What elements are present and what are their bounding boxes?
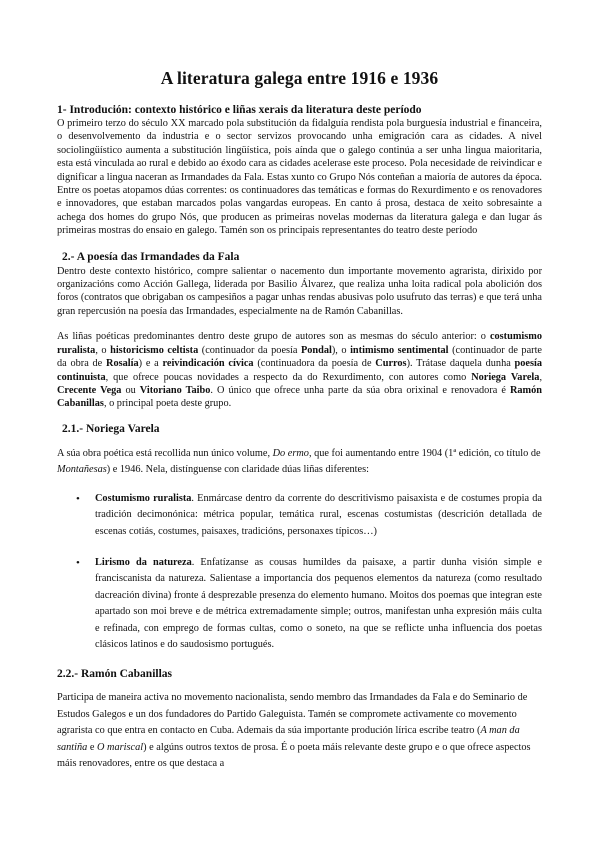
text-run: ) e algúns outros textos de prosa. É o poeta máis relevante deste grupo e o que ofrece aspectos máis renovadores, entre os que destaca a — [57, 741, 531, 769]
text-run: Participa de maneira activa no movemento nacionalista, sendo membro das Irmandades da Fala e do Seminario de Estudos Galegos e un dos fundadores do Partido Galeguista. Tamén se compromete activamente co movemento agrarista co que entra en contacto en Cuba. Ademais da súa importante produción lírica escribe teatro ( — [57, 692, 528, 737]
bullet-text: . Enmárcase dentro da corrente do descritivismo paisaxista e de costumes propia da tradición decimonónica: métrica popular, temática rural, escenas costumistas (descrición detallada de escenas cotiás, costumes, paisaxes, tradicións, personaxes típicos…) — [95, 492, 542, 537]
text-run: ), o — [331, 344, 351, 356]
bold-text: Vitoriano Taibo — [139, 384, 211, 396]
bold-text: Pondal — [300, 344, 332, 356]
text-run: , o principal poeta deste grupo. — [103, 398, 232, 410]
paragraph-introducion: O primeiro terzo do século XX marcado pola substitución da fidalguía rendista pola burguesía industrial e financeira, o desenvolvemento da industria e o sector servizos provocando unha emigración cara as cidades. A nivel sociolingüístico aumenta a substitución lingüística, pois aínda que o galego continúa a ser unha lingua maioritaria, esta está vinculada ao rural e debido ao éxodo cara as cidades acelerase este proceso. Pola necesidade de reivindicar e dignificar a lingua naceran as Irmandades da Fala. Estas xunto co Grupo Nós conteñan a maioría de autores da época. Entre os poetas atopamos dúas correntes: os continuadores das temáticas e formas do Rexurdimento e os renovadores e innovadores, que estaban marcados polas vangardas europeas. En canto á prosa, destaca de xeito sobresainte a achega dos homes do grupo Nós, que producen as primeiras novelas modernas da literatura galega e dan lugar ás primeiras mostras do ensaio en galego. Tamén son os principais representantes do teatro deste período — [57, 118, 542, 237]
bold-text: poesía continuista — [57, 358, 543, 383]
paragraph-noriega-obra — [57, 446, 542, 479]
bold-text: intimismo sentimental — [350, 344, 449, 356]
section-heading-noriega-varela: 2.1.- Noriega Varela — [62, 422, 160, 435]
text-run: , que foi aumentando entre 1904 (1ª edición, co título de — [308, 447, 541, 459]
italic-title: Do ermo — [272, 447, 309, 459]
bold-text: Ramón Cabanillas — [57, 384, 542, 410]
bullet-list-noriega — [57, 491, 542, 654]
paragraph-contexto-agrarista: Dentro deste contexto histórico, compre salientar o nacemento dun importante movemento agrarista, dirixido por organizacións como Acción Gallega, liderada por Basilio Álvarez, que realiza unha loita radical pola abolición dos foros (contratos que obrigaban os campesiños a pagar unhas rendas abusivas polo usufruto das terras) e que terá unha gran repercusión na poesía das Irmandades, especialmente na de Ramón Cabanillas. — [57, 265, 542, 317]
text-run: (continuador da poesía — [198, 344, 301, 356]
bold-text: historicismo celtista — [110, 344, 199, 356]
bold-text: costumismo ruralista — [57, 331, 542, 356]
text-run: , o — [95, 344, 111, 356]
bold-text: Rosalía — [106, 358, 139, 370]
bullet-title: Costumismo ruralista — [95, 492, 192, 504]
text-run: ou — [121, 384, 140, 396]
bullet-text: . Enfatízanse as cousas humildes da paisaxe, a partir dunha visión simple e franciscanista da natureza. Salientase a importancia dos pequenos elementos da natureza (como resultado dacreación divina) fronte á desprezable presenza do elemento humano. Moitos dos poemas que integran este apartado son moi breve e de métrica extremadamente simple; outros, manifestan unha expresión máis culta e refinada, con emprego de formas cultas, como o soneto, na que se reflicte unha influencia dos poetas clásicos latinos e do saudosismo portugués. — [95, 556, 542, 650]
text-run: (continuador de parte da obra de — [57, 344, 543, 370]
text-run: . O único que ofrece unha parte da súa obra orixinal e renovadora é — [210, 384, 510, 396]
text-run: ) e 1946. Nela, distínguense con claridade dúas liñas diferentes: — [106, 464, 369, 476]
text-run: A súa obra poética está recollida nun único volume, — [57, 447, 273, 459]
italic-title: Montañesas — [57, 464, 107, 476]
text-run: , que ofrece poucas novidades a respecto da do Rexurdimento, con autores como — [105, 371, 472, 383]
bullet-title: Lirismo da natureza — [95, 556, 192, 568]
section-heading-poesia-irmandades: 2.- A poesía das Irmandades da Fala — [62, 250, 240, 263]
section-heading-introducion: 1- Introdución: contexto histórico e liñas xerais da literatura deste período — [57, 104, 422, 116]
italic-title: A man da santiña — [57, 725, 520, 753]
paragraph-cabanillas — [57, 690, 542, 772]
text-run: As liñas poéticas predominantes dentro deste grupo de autores son as mesmas do século anterior: o — [57, 331, 490, 343]
italic-title: O mariscal — [97, 741, 144, 753]
text-run: , — [539, 371, 543, 383]
bold-text: Noriega Varela — [471, 371, 540, 383]
text-run: e — [87, 741, 98, 753]
bullet-icon: • — [76, 492, 80, 505]
bold-text: Crecente Vega — [57, 384, 122, 396]
section-heading-ramon-cabanillas: 2.2.- Ramón Cabanillas — [57, 668, 173, 681]
bold-text: Curros — [375, 358, 407, 370]
bold-text: reivindicación cívica — [162, 358, 254, 370]
text-run: ) e a — [138, 358, 163, 370]
list-item — [76, 491, 542, 540]
paragraph-linas-poeticas — [57, 330, 542, 410]
bullet-icon: • — [76, 556, 80, 569]
text-run: ). Trátase daquela dunha — [406, 358, 515, 370]
document-title: A literatura galega entre 1916 e 1936 — [160, 68, 439, 88]
text-run: (continuadora da poesía de — [253, 358, 376, 370]
list-item — [76, 555, 542, 653]
